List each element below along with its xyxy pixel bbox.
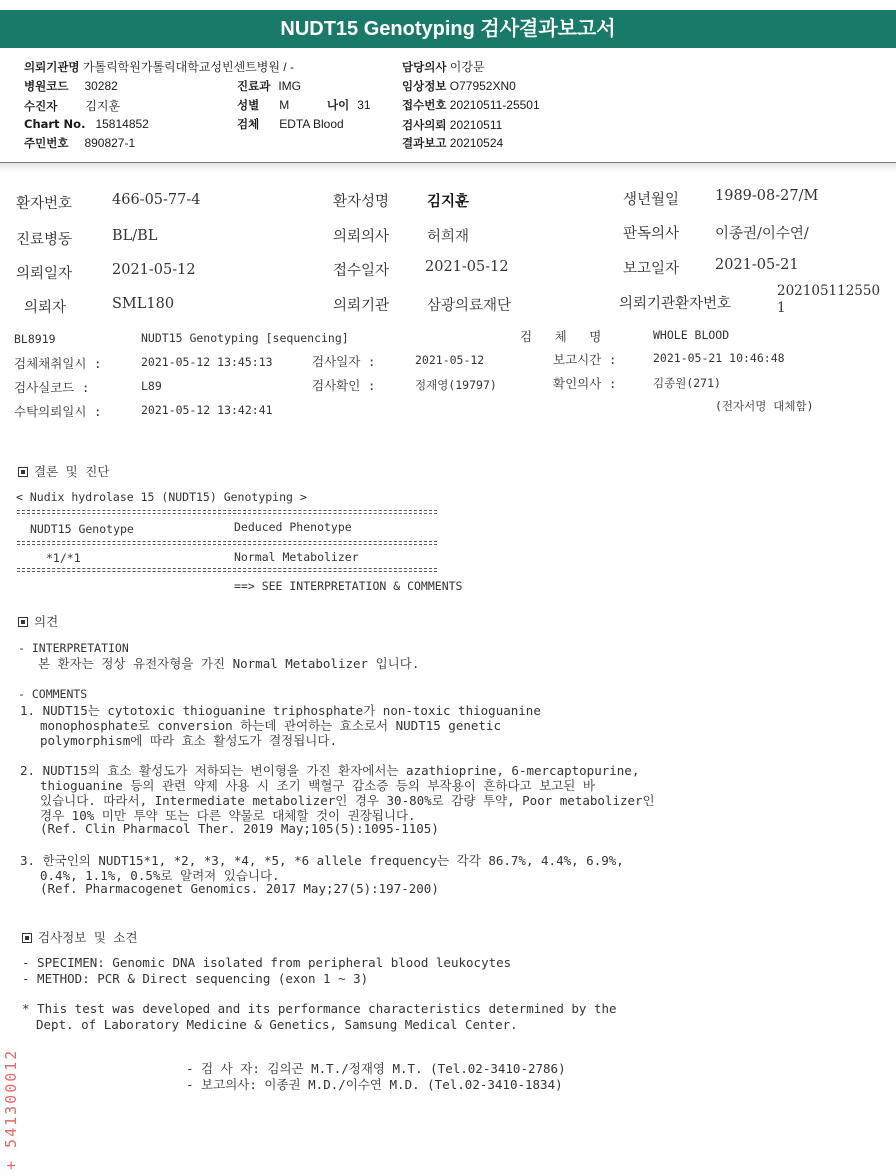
table-divider [17, 510, 437, 511]
sex-value: M [279, 98, 290, 112]
comment-1-line-2: monophosphate로 conversion 하는데 관여하는 효소로서 NUDT15 genetic [40, 718, 501, 733]
interp-label: - INTERPRETATION [18, 641, 129, 655]
request-label: 검사의뢰 [402, 118, 447, 132]
room-code-value: L89 [141, 379, 162, 393]
patient-field [24, 97, 120, 114]
hospital-code-field [24, 78, 118, 94]
info-specimen: - SPECIMEN: Genomic DNA isolated from peripheral blood leukocytes [22, 955, 512, 970]
rrn-field [24, 135, 135, 151]
comment-3-line-3: (Ref. Pharmacogenet Genomics. 2017 May;27(5):197-200) [40, 881, 439, 896]
see-note: ==> SEE INTERPRETATION & COMMENTS [234, 579, 463, 593]
pt-req-date-label: 의뢰일자 [16, 266, 73, 282]
chart-value: 15814852 [95, 117, 149, 131]
test-code: BL8919 [14, 332, 56, 346]
age-field [327, 97, 371, 113]
test-specimen-value: WHOLE BLOOD [653, 328, 730, 342]
comment-2-line-4: 경우 10% 미만 투약 또는 다른 약물로 대체할 것이 권장됩니다. [40, 808, 416, 823]
interp-text: 본 환자는 정상 유전자형을 가진 Normal Metabolizer 입니다. [38, 656, 420, 671]
opinion-heading [18, 612, 58, 630]
pt-name-value: 김지훈 [427, 193, 470, 210]
info-note-line-2: Dept. of Laboratory Medicine & Genetics, Samsung Medical Center. [36, 1017, 518, 1032]
info-heading [22, 928, 138, 946]
test-specimen-label: 검 체 명 [520, 329, 602, 344]
clinical-label: 임상정보 [402, 79, 447, 93]
section-square-icon [18, 467, 28, 477]
confirm-label: 검사확인 : [312, 378, 376, 393]
pt-no-label: 환자번호 [16, 196, 73, 212]
table-divider [17, 568, 437, 569]
info-note-line-1: * This test was developed and its performance characteristics determined by the [22, 1001, 617, 1016]
pt-dob-label: 생년월일 [623, 192, 680, 208]
consign-value: 2021-05-12 13:42:41 [141, 403, 273, 417]
pt-req-inst-label: 의뢰기관 [333, 298, 390, 314]
clinical-field [402, 78, 516, 94]
request-field [402, 117, 502, 133]
genotype-value: *1/*1 [46, 551, 81, 565]
signature-note: (전자서명 대체함) [715, 399, 814, 413]
collect-label: 검체채취일시 : [14, 356, 102, 371]
table-divider [17, 513, 437, 514]
specimen-label: 검체 [237, 117, 260, 131]
doctor-value: 이강문 [449, 60, 485, 74]
request-value: 20210511 [449, 118, 503, 132]
pt-req-inst-value: 삼광의료재단 [427, 298, 512, 314]
phenotype-col-header: Deduced Phenotype [234, 520, 352, 534]
comment-1-line-1: 1. NUDT15는 cytotoxic thioguanine triphosphate가 non-toxic thioguanine [20, 703, 541, 718]
collect-value: 2021-05-12 13:45:13 [141, 355, 273, 369]
report-label: 결과보고 [402, 136, 447, 150]
sex-field [237, 97, 289, 113]
pt-rcv-date-value: 2021-05-12 [425, 259, 509, 275]
genotype-col-header: NUDT15 Genotype [30, 522, 134, 536]
pt-requester-value: SML180 [112, 296, 175, 312]
pt-rpt-date-value: 2021-05-21 [715, 257, 799, 273]
sex-label: 성별 [237, 98, 260, 112]
hospital-label: 의뢰기관명 [24, 60, 80, 74]
pt-name-label: 환자성명 [333, 194, 390, 210]
comment-3-line-2: 0.4%, 1.1%, 0.5%로 알려져 있습니다. [40, 868, 280, 883]
chart-field [24, 117, 149, 131]
specimen-value: EDTA Blood [279, 117, 344, 131]
conclusion-subtitle: < Nudix hydrolase 15 (NUDT15) Genotyping > [16, 490, 307, 504]
consign-label: 수탁의뢰일시 : [14, 404, 102, 419]
table-divider [17, 544, 437, 545]
hospital-field [24, 58, 294, 75]
conclusion-heading [18, 462, 109, 480]
test-date-value: 2021-05-12 [415, 353, 485, 367]
receipt-value: 20210511-25501 [449, 98, 540, 112]
report-time-value: 2021-05-21 10:46:48 [653, 351, 785, 365]
patient-value: 김지훈 [85, 99, 121, 113]
test-name: NUDT15 Genotyping [sequencing] [141, 331, 349, 345]
dept-label: 진료과 [237, 79, 271, 93]
hospital-code-label: 병원코드 [24, 79, 69, 93]
confirm-doc-value: 김종원(271) [653, 376, 721, 390]
comments-label: - COMMENTS [18, 687, 88, 701]
hospital-code-value: 30282 [84, 79, 118, 93]
confirm-doc-label: 확인의사 : [553, 376, 617, 391]
rrn-value: 890827-1 [84, 136, 136, 150]
report-time-label: 보고시간 : [553, 352, 617, 367]
doctor-field [402, 58, 485, 75]
header-shadow [0, 163, 896, 172]
dept-field [237, 78, 301, 94]
test-date-label: 검사일자 : [312, 354, 376, 369]
pt-req-doc-label: 의뢰의사 [333, 229, 390, 245]
pt-inst-pt-value-1: 202105112550 [777, 283, 881, 299]
conclusion-heading-text: 결론 및 진단 [34, 464, 110, 479]
pt-ward-label: 진료병동 [16, 232, 73, 248]
pt-rpt-date-label: 보고일자 [623, 261, 680, 277]
report-value: 20210524 [449, 136, 504, 150]
comment-2-line-3: 있습니다. 따라서, Intermediate metabolizer인 경우 30-80%로 감량 투약, Poor metabolizer인 [40, 793, 655, 808]
comment-2-line-1: 2. NUDT15의 효소 활성도가 저하되는 변이형을 가진 환자에서는 azathioprine, 6-mercaptopurine, [20, 763, 640, 778]
info-heading-text: 검사정보 및 소견 [38, 930, 138, 945]
pt-read-doc-value: 이종권/이수연/ [715, 226, 809, 242]
dept-value: IMG [278, 79, 301, 93]
pt-no-value: 466-05-77-4 [112, 192, 201, 208]
side-code: + 541300012 [2, 1048, 20, 1170]
rrn-label: 주민번호 [24, 136, 69, 150]
clinical-value: O77952XN0 [449, 79, 516, 93]
confirm-value: 정재영(19797) [415, 378, 497, 392]
room-code-label: 검사실코드 : [14, 380, 90, 395]
report-title: NUDT15 Genotyping 검사결과보고서 [0, 10, 896, 48]
opinion-heading-text: 의견 [34, 614, 59, 629]
comment-1-line-3: polymorphism에 따라 효소 활성도가 결정됩니다. [40, 733, 337, 748]
patient-label: 수진자 [24, 99, 58, 113]
hospital-value: 가톨릭학원가톨릭대학교성빈센트병원 / - [82, 60, 294, 74]
receipt-field [402, 97, 540, 113]
receipt-label: 접수번호 [402, 98, 447, 112]
pt-req-date-value: 2021-05-12 [112, 262, 196, 278]
info-method: - METHOD: PCR & Direct sequencing (exon 1 ~ 3) [22, 971, 369, 986]
comment-2-line-5: (Ref. Clin Pharmacol Ther. 2019 May;105(5):1095-1105) [40, 821, 439, 836]
age-label: 나이 [327, 98, 350, 112]
pt-inst-pt-label: 의뢰기관환자번호 [619, 296, 732, 312]
age-value: 31 [357, 98, 371, 112]
info-tester: - 검 사 자: 김의곤 M.T./정재영 M.T. (Tel.02-3410-2786) [186, 1061, 566, 1076]
pt-ward-value: BL/BL [112, 228, 158, 244]
pt-read-doc-label: 판독의사 [623, 226, 680, 242]
table-divider [17, 571, 437, 572]
pt-requester-label: 의뢰자 [24, 300, 67, 316]
pt-dob-value: 1989-08-27/M [715, 188, 819, 204]
table-divider [17, 541, 437, 542]
pt-rcv-date-label: 접수일자 [333, 263, 390, 279]
section-square-icon [18, 617, 28, 627]
pt-req-doc-value: 허희재 [427, 229, 470, 245]
report-field [402, 135, 503, 151]
phenotype-value: Normal Metabolizer [234, 550, 359, 564]
comment-3-line-1: 3. 한국인의 NUDT15*1, *2, *3, *4, *5, *6 allele frequency는 각각 86.7%, 4.4%, 6.9%, [20, 853, 624, 868]
pt-inst-pt-value-2: 1 [777, 300, 786, 316]
section-square-icon [22, 933, 32, 943]
info-reporter: - 보고의사: 이종권 M.D./이수연 M.D. (Tel.02-3410-1834) [186, 1077, 563, 1092]
comment-2-line-2: thioguanine 등의 관련 약제 사용 시 조기 백혈구 감소증 등의 부작용이 흔하다고 보고된 바 [40, 778, 595, 793]
chart-label: Chart No. [24, 117, 86, 131]
doctor-label: 담당의사 [402, 60, 447, 74]
specimen-field [237, 116, 344, 132]
